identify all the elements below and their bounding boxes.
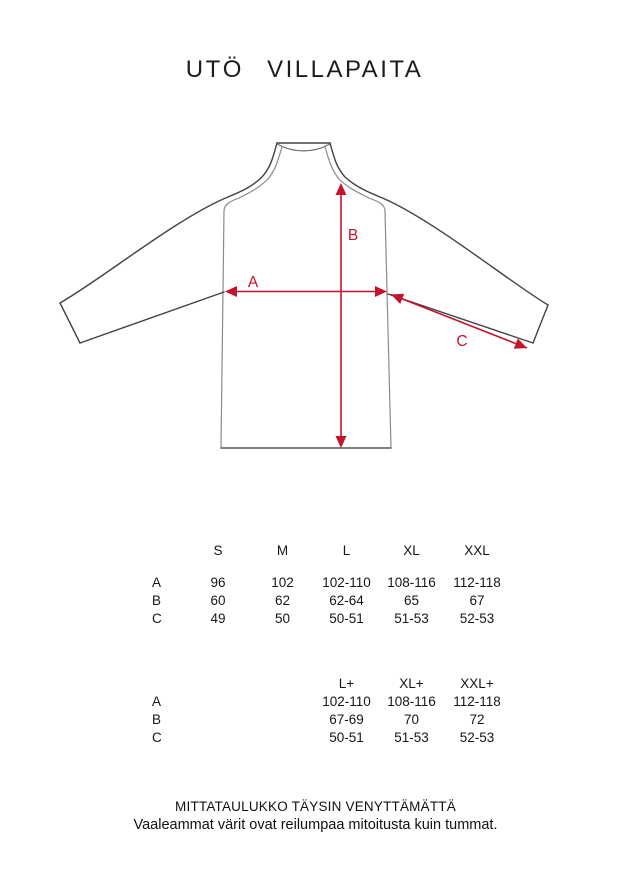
column-header-l: L [342, 543, 351, 558]
value-b-m: 62 [274, 593, 291, 608]
collar-inner-curve [278, 145, 329, 151]
size-table-main-header [130, 542, 510, 560]
column-header-l-plus: L+ [338, 676, 355, 691]
column-header-s: S [213, 543, 223, 558]
column-header-xl-plus: XL+ [399, 676, 424, 691]
value-c-l: 50-51 [329, 611, 364, 626]
left-sleeve-top-edge [60, 143, 277, 303]
value-c-m: 50 [274, 611, 291, 626]
value-a-xl: 108-116 [387, 575, 436, 590]
size-table-main [130, 542, 510, 628]
value-c-xl: 51-53 [394, 611, 429, 626]
row-label-c: C [152, 730, 162, 745]
size-table-plus-body [130, 693, 510, 747]
value-c-s: 49 [210, 611, 226, 626]
size-table-main-body [130, 574, 510, 628]
size-table-plus [130, 675, 510, 747]
value-a-xl-plus: 108-116 [387, 694, 436, 709]
row-label-a: A [152, 575, 162, 590]
table-row [130, 729, 510, 747]
row-label-b: B [152, 712, 162, 727]
table-row [130, 592, 510, 610]
value-b-xl-plus: 70 [403, 712, 420, 727]
footer-note [0, 797, 631, 835]
value-a-xxl-plus: 112-118 [453, 694, 501, 709]
value-a-m: 102 [271, 575, 294, 590]
measure-b-arrowhead-top [336, 183, 347, 195]
size-table-plus-header [130, 675, 510, 693]
footer-measurement-note: MITTATAULUKKO TÄYSIN VENYTTÄMÄTTÄ [175, 799, 456, 814]
value-c-l-plus: 50-51 [329, 730, 364, 745]
measure-b-label: B [347, 227, 359, 244]
row-label-c: C [152, 611, 162, 626]
page-title: UTÖ VILLAPAITA [185, 56, 424, 83]
sweater-outline [60, 143, 548, 448]
row-label-b: B [152, 593, 162, 608]
column-header-m: M [276, 543, 289, 558]
right-cuff-line [533, 305, 548, 343]
value-c-xxl: 52-53 [459, 611, 495, 626]
value-b-xl: 65 [403, 593, 420, 608]
row-label-a: A [152, 694, 162, 709]
value-c-xl-plus: 51-53 [394, 730, 429, 745]
table-row [130, 574, 510, 592]
table-row [130, 711, 510, 729]
left-underarm-edge [80, 292, 224, 343]
measure-a-arrowhead-right [375, 286, 387, 297]
table-row [130, 693, 510, 711]
value-b-xxl: 67 [469, 593, 485, 608]
measure-a-label: A [247, 274, 259, 291]
measurement-arrows [225, 183, 527, 448]
value-a-s: 96 [210, 575, 226, 590]
footer-color-fit-note: Vaaleammat värit ovat reilumpaa mitoitusta kuin tummat. [133, 817, 498, 833]
column-header-xxl-plus: XXL+ [460, 676, 494, 691]
measure-c-label: C [456, 333, 468, 350]
column-header-xl: XL [403, 543, 420, 558]
column-header-xxl: XXL [464, 543, 490, 558]
value-b-xxl-plus: 72 [469, 712, 485, 727]
value-a-l-plus: 102-110 [322, 694, 371, 709]
value-c-xxl-plus: 52-53 [459, 730, 495, 745]
value-b-l-plus: 67-69 [329, 712, 364, 727]
value-a-xxl: 112-118 [453, 575, 501, 590]
left-cuff-line [60, 303, 80, 343]
right-sleeve-top-edge [330, 143, 548, 305]
value-b-l: 62-64 [329, 593, 364, 608]
left-neck-seam-and-body-side [221, 147, 282, 448]
table-row [130, 610, 510, 628]
measure-b-arrowhead-bottom [336, 436, 347, 448]
right-neck-seam-and-body-side [325, 147, 391, 448]
value-b-s: 60 [210, 593, 226, 608]
value-a-l: 102-110 [322, 575, 371, 590]
measure-a-arrowhead-left [225, 286, 237, 297]
